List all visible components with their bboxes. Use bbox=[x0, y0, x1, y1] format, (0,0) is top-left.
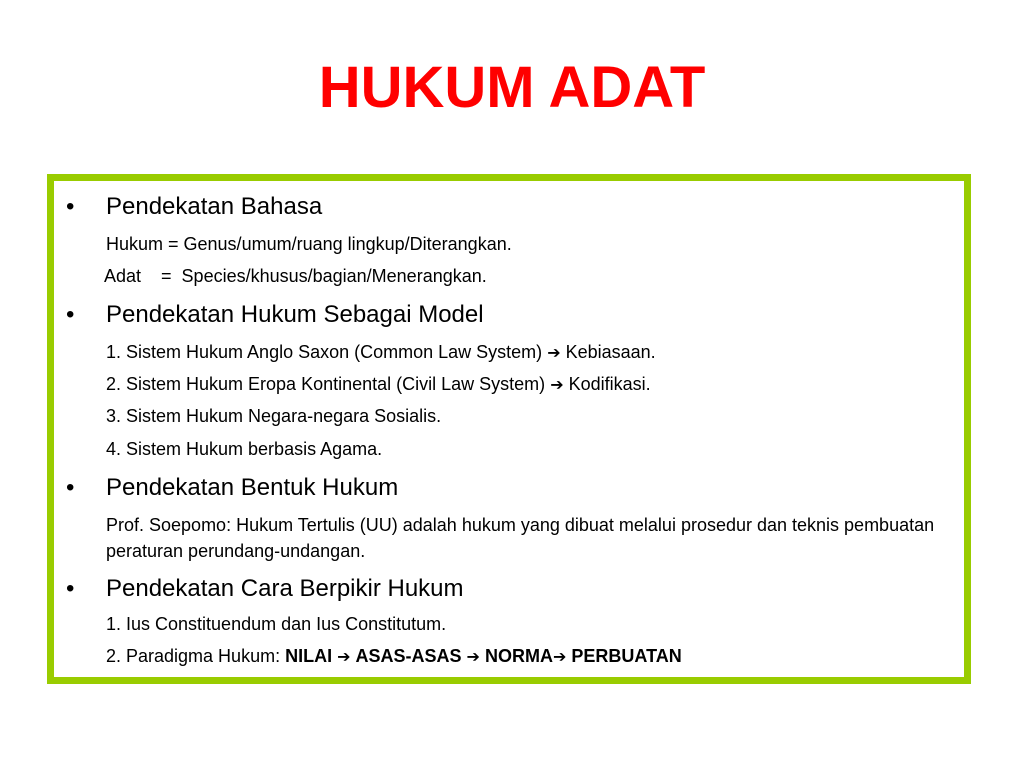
sub-line: 3. Sistem Hukum Negara-negara Sosialis. bbox=[106, 406, 442, 426]
sub-line-paradigma bbox=[106, 645, 682, 668]
content-box bbox=[47, 174, 971, 684]
line-text: 2. Paradigma Hukum: bbox=[106, 646, 286, 666]
section-heading-berpikir: Pendekatan Cara Berpikir Hukum bbox=[106, 575, 464, 602]
term-asas: ASAS-ASAS bbox=[355, 646, 462, 666]
arrow-right-icon: ➔ bbox=[552, 647, 567, 666]
bullet-marker: • bbox=[66, 193, 75, 220]
section-heading-bentuk: Pendekatan Bentuk Hukum bbox=[106, 474, 399, 501]
sub-line: Hukum = Genus/umum/ruang lingkup/Diterangkan. bbox=[106, 234, 512, 254]
bullet-marker: • bbox=[66, 575, 75, 602]
section-heading-bahasa: Pendekatan Bahasa bbox=[106, 193, 323, 220]
bullet-marker: • bbox=[66, 301, 75, 328]
term-nilai: NILAI bbox=[285, 646, 333, 666]
term-norma: NORMA bbox=[484, 646, 553, 666]
sub-line bbox=[106, 341, 656, 364]
sub-line: Adat = Species/khusus/bagian/Menerangkan. bbox=[104, 266, 487, 286]
section-heading-model: Pendekatan Hukum Sebagai Model bbox=[106, 301, 484, 328]
arrow-right-icon: ➔ bbox=[550, 375, 564, 394]
arrow-right-icon: ➔ bbox=[547, 343, 561, 362]
sub-line bbox=[106, 373, 651, 396]
arrow-right-icon: ➔ bbox=[466, 647, 480, 666]
bullet-marker: • bbox=[66, 474, 75, 501]
line-text: 2. Sistem Hukum Eropa Kontinental (Civil Law System) bbox=[106, 374, 546, 394]
line-text: 1. Sistem Hukum Anglo Saxon (Common Law System) bbox=[106, 342, 543, 362]
sub-paragraph: Prof. Soepomo: Hukum Tertulis (UU) adalah hukum yang dibuat melalui prosedur dan teknis pembuatan peraturan perundang-undangan. bbox=[106, 515, 935, 561]
term-perbuatan: PERBUATAN bbox=[571, 646, 682, 666]
sub-line: 4. Sistem Hukum berbasis Agama. bbox=[106, 439, 383, 459]
slide-title: HUKUM ADAT bbox=[318, 55, 706, 120]
line-text: Kodifikasi. bbox=[568, 374, 651, 394]
arrow-right-icon: ➔ bbox=[337, 647, 351, 666]
line-text: Kebiasaan. bbox=[565, 342, 656, 362]
sub-line: 1. Ius Constituendum dan Ius Constitutum. bbox=[106, 614, 447, 634]
